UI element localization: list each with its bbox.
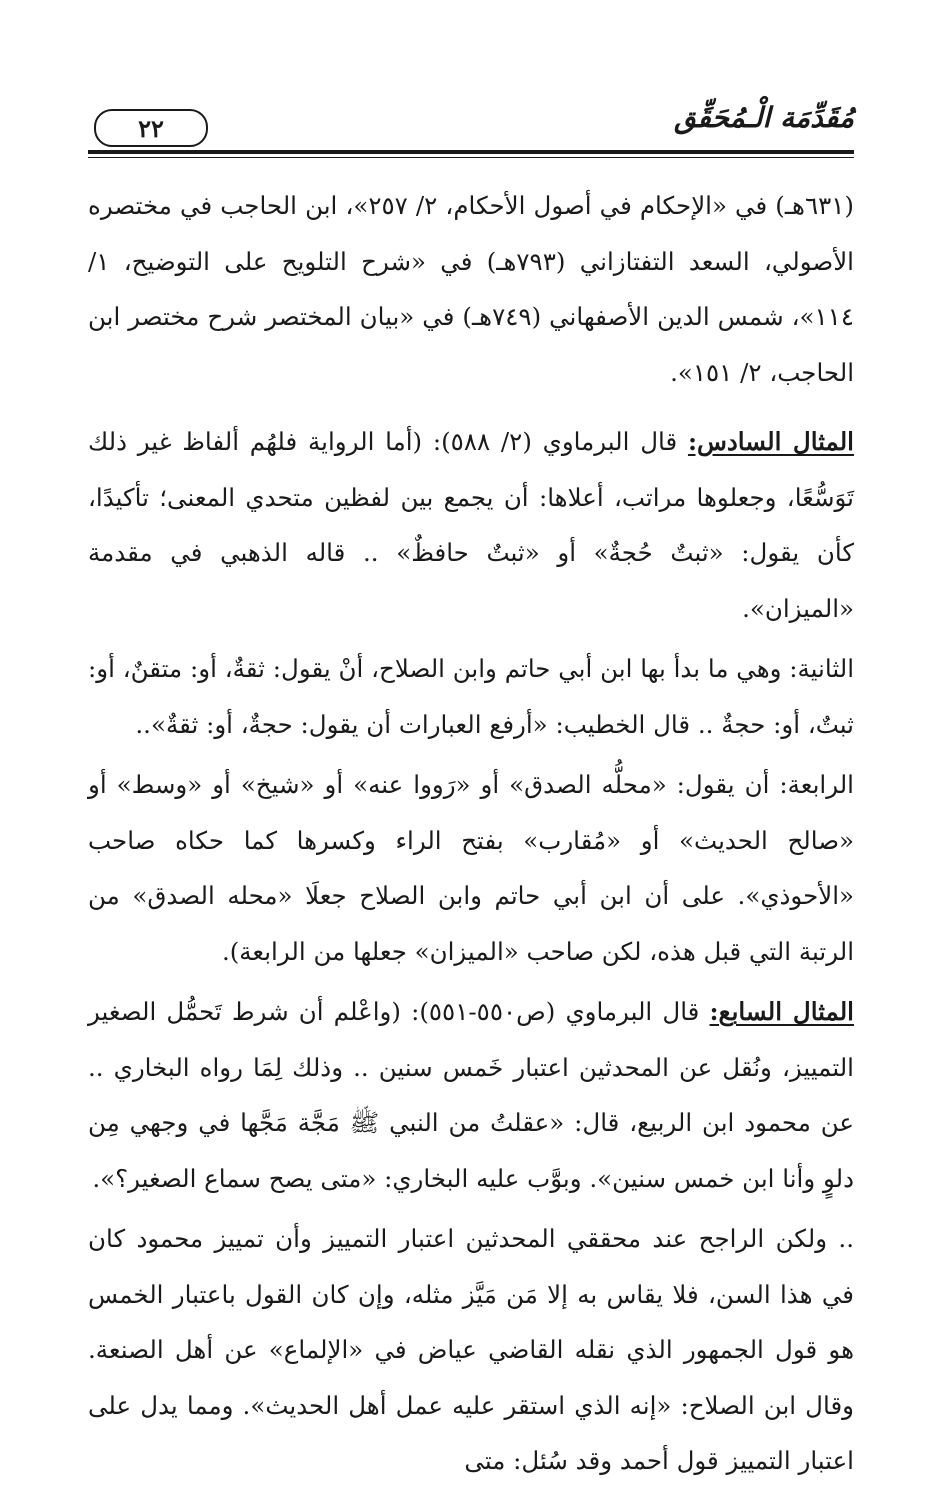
- paragraph: [88, 178, 854, 400]
- paragraph-text: الرابعة: أن يقول: «محلُّه الصدق» أو «رَووا عنه» أو «شيخ» أو «وسط» أو «صالح الحديث» أو «مُقارب» بفتح الراء وكسرها كما حكاه صاحب «الأحوذي». على أن ابن أبي حاتم وابن الصلاح جعلَا «محله الصدق» من الرتبة التي قبل هذه، لكن صاحب «الميزان» جعلها من الرابعة).: [88, 770, 854, 966]
- example-label: المثال السادس:: [687, 427, 854, 456]
- example-label: المثال السابع:: [709, 997, 854, 1026]
- paragraph: [88, 641, 854, 752]
- paragraph: [88, 757, 854, 979]
- paragraph-text: (٦٣١هـ) في «الإحكام في أصول الأحكام، ٢/ ٢٥٧»، ابن الحاجب في مختصره الأصولي، السعد التفتازاني (٧٩٣هـ) في «شرح التلويح على التوضيح، ١/ ١١٤»، شمس الدين الأصفهاني (٧٤٩هـ) في «بيان المختصر شرح مختصر ابن الحاجب، ٢/ ١٥١».: [88, 191, 854, 387]
- header-rule-thin: [88, 157, 854, 158]
- paragraph: [88, 414, 854, 636]
- page-number: ٢٢: [94, 109, 208, 147]
- body-text: [88, 178, 854, 1494]
- paragraph-text: الثانية: وهي ما بدأ بها ابن أبي حاتم وابن الصلاح، أنْ يقول: ثقةٌ، أو: متقنٌ، أو: ثبتٌ، أو: حجةٌ .. قال الخطيب: «أرفع العبارات أن يقول: حجةٌ، أو: ثقةٌ»..: [88, 654, 855, 739]
- paragraph-text: قال البرماوي (٢/ ٥٨٨): (أما الرواية فلهُم ألفاظ غير ذلك تَوَسُّعًا، وجعلوها مراتب، أعلاها: أن يجمع بين لفظين متحدي المعنى؛ تأكيدًا، كأن يقول: «ثبتٌ حُجةٌ» أو «ثبتٌ حافظٌ» .. قاله الذهبي في مقدمة «الميزان».: [88, 427, 854, 623]
- header-rule-thick: [88, 150, 854, 154]
- paragraph-text: قال البرماوي (ص٥٥٠-٥٥١): (واعْلم أن شرط تَحمُّل الصغير التمييز، ونُقل عن المحدثين اعتبار خَمس سنين .. وذلك لِمَا رواه البخاري .. عن محمود ابن الربيع، قال: «عقلتُ من النبي ﷺ مَجَّة مَجَّها في وجهي مِن دلوٍ وأنا ابن خمس سنين». وبوَّب عليه البخاري: «متى يصح سماع الصغير؟».: [88, 997, 854, 1193]
- paragraph: [88, 1211, 854, 1489]
- paragraph: [88, 984, 854, 1206]
- page-header: [88, 95, 854, 155]
- paragraph-text: .. ولكن الراجح عند محققي المحدثين اعتبار التمييز وأن تمييز محمود كان في هذا السن، فلا يقاس به إلا مَن مَيَّز مثله، وإن كان القول باعتبار الخمس هو قول الجمهور الذي نقله القاضي عياض في «الإلماع» عن أهل الصنعة. وقال ابن الصلاح: «إنه الذي استقر عليه عمل أهل الحديث». ومما يدل على اعتبار التمييز قول أحمد وقد سُئل: متى: [88, 1224, 854, 1475]
- header-title: مُقَدِّمَة الْـمُحَقِّق: [674, 101, 854, 134]
